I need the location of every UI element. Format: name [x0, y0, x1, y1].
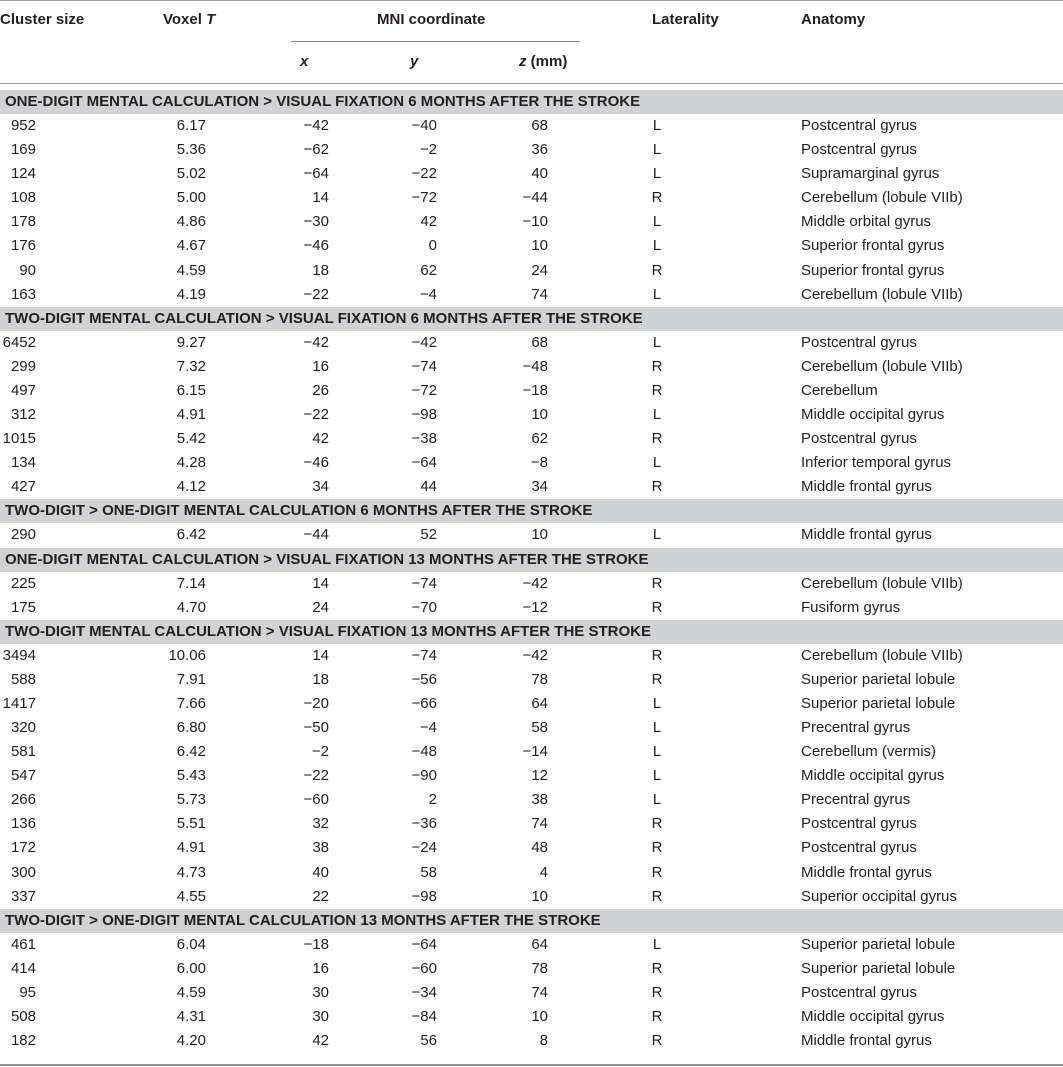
- table-row: [0, 403, 1063, 427]
- cell-voxel-t: 5.36: [176, 141, 206, 159]
- cell-anatomy: Superior occipital gyrus: [801, 887, 957, 905]
- cell-y: −34: [411, 983, 437, 1001]
- header-voxel-t: [163, 11, 215, 29]
- cell-laterality: R: [651, 863, 663, 881]
- cell-cluster-size: 588: [10, 670, 36, 688]
- cell-y: −98: [411, 406, 437, 424]
- cell-y: −56: [411, 670, 437, 688]
- cell-x: 16: [312, 959, 329, 977]
- cell-anatomy: Postcentral gyrus: [801, 333, 917, 351]
- cell-y: −60: [411, 959, 437, 977]
- cell-x: 18: [312, 670, 329, 688]
- cell-voxel-t: 6.00: [176, 959, 206, 977]
- section-header: TWO-DIGIT MENTAL CALCULATION > VISUAL FIXATION 6 MONTHS AFTER THE STROKE: [0, 307, 1063, 331]
- cell-cluster-size: 508: [10, 1008, 36, 1025]
- cell-voxel-t: 7.14: [176, 574, 206, 592]
- cell-anatomy: Cerebellum (lobule VIIb): [801, 357, 963, 375]
- section-header: TWO-DIGIT > ONE-DIGIT MENTAL CALCULATION 6 MONTHS AFTER THE STROKE: [0, 499, 1063, 523]
- cell-z: −10: [522, 213, 548, 231]
- cell-z: 74: [531, 815, 548, 833]
- cell-x: −22: [303, 285, 329, 303]
- header-mni-coordinate: MNI coordinate: [377, 11, 486, 28]
- cell-cluster-size: 299: [10, 357, 36, 375]
- cell-x: 26: [312, 381, 329, 399]
- cell-y: −98: [411, 887, 437, 905]
- cell-voxel-t: 10.06: [168, 646, 206, 664]
- cell-voxel-t: 5.00: [176, 189, 206, 207]
- cell-cluster-size: 461: [10, 935, 36, 953]
- table-row: [0, 210, 1063, 234]
- cell-x: 16: [312, 357, 329, 375]
- cell-z: 78: [531, 670, 548, 688]
- cell-voxel-t: 4.91: [176, 406, 206, 424]
- cell-laterality: R: [651, 478, 663, 496]
- cell-laterality: L: [652, 406, 662, 424]
- cell-laterality: R: [651, 983, 663, 1001]
- table-row: [0, 234, 1063, 258]
- header-z-unit: (mm): [526, 53, 568, 70]
- cell-z: 40: [531, 165, 548, 183]
- cell-x: 22: [312, 887, 329, 905]
- cell-x: −22: [303, 406, 329, 424]
- header-z: [519, 53, 567, 71]
- cell-x: −46: [303, 454, 329, 472]
- cell-z: −42: [522, 646, 548, 664]
- table-row: [0, 596, 1063, 620]
- table-row: [0, 957, 1063, 981]
- cell-laterality: R: [651, 959, 663, 977]
- cell-cluster-size: 952: [10, 117, 36, 134]
- table-row: [0, 283, 1063, 307]
- cell-x: −46: [303, 237, 329, 255]
- cell-x: 42: [312, 430, 329, 448]
- cell-cluster-size: 176: [10, 237, 36, 255]
- cell-x: 32: [312, 815, 329, 833]
- cell-voxel-t: 4.19: [176, 285, 206, 303]
- cell-cluster-size: 95: [19, 983, 36, 1001]
- cell-voxel-t: 4.73: [176, 863, 206, 881]
- cell-laterality: L: [652, 333, 662, 351]
- cell-laterality: L: [652, 117, 662, 134]
- table-row: [0, 861, 1063, 885]
- cell-z: −12: [522, 598, 548, 616]
- cell-y: 58: [420, 863, 437, 881]
- table-row: [0, 836, 1063, 860]
- cell-y: −36: [411, 815, 437, 833]
- cell-cluster-size: 6452: [2, 333, 36, 351]
- cell-cluster-size: 266: [10, 791, 36, 809]
- cell-y: −38: [411, 430, 437, 448]
- header-cluster-size: Cluster size: [0, 11, 85, 28]
- cell-y: −4: [419, 285, 437, 303]
- cell-voxel-t: 4.20: [176, 1032, 206, 1050]
- cell-x: −44: [303, 526, 329, 544]
- cell-voxel-t: 4.86: [176, 213, 206, 231]
- table-top-rule: [0, 0, 1063, 1]
- cell-z: 4: [539, 863, 548, 881]
- table-row: [0, 162, 1063, 186]
- cell-voxel-t: 4.67: [176, 237, 206, 255]
- cell-y: −48: [411, 743, 437, 761]
- cell-z: 74: [531, 983, 548, 1001]
- mni-subheader-rule: [291, 41, 580, 42]
- cell-laterality: R: [651, 670, 663, 688]
- cell-anatomy: Middle frontal gyrus: [801, 478, 932, 496]
- cell-cluster-size: 312: [10, 406, 36, 424]
- cell-z: 10: [531, 237, 548, 255]
- cell-cluster-size: 172: [10, 839, 36, 857]
- cell-cluster-size: 1015: [2, 430, 36, 448]
- cell-laterality: L: [652, 694, 662, 712]
- cell-laterality: L: [652, 165, 662, 183]
- cell-anatomy: Postcentral gyrus: [801, 815, 917, 833]
- cell-x: −42: [303, 333, 329, 351]
- cell-y: 62: [420, 261, 437, 279]
- cell-z: 24: [531, 261, 548, 279]
- cell-voxel-t: 6.42: [176, 526, 206, 544]
- cell-laterality: R: [651, 646, 663, 664]
- cell-z: 58: [531, 718, 548, 736]
- header-laterality: Laterality: [652, 11, 719, 28]
- table-row: [0, 740, 1063, 764]
- cell-anatomy: Postcentral gyrus: [801, 117, 917, 134]
- cell-y: −72: [411, 189, 437, 207]
- cell-x: 24: [312, 598, 329, 616]
- cell-anatomy: Middle orbital gyrus: [801, 213, 932, 231]
- table-row: [0, 259, 1063, 283]
- cell-z: 78: [531, 959, 548, 977]
- cell-z: 68: [531, 117, 548, 134]
- section-header: TWO-DIGIT > ONE-DIGIT MENTAL CALCULATION 13 MONTHS AFTER THE STROKE: [0, 909, 1063, 933]
- cell-x: 40: [312, 863, 329, 881]
- cell-laterality: R: [651, 357, 663, 375]
- header-voxel-t-italic: T: [206, 11, 216, 28]
- cell-voxel-t: 4.12: [176, 478, 206, 496]
- cell-anatomy: Middle occipital gyrus: [801, 406, 945, 424]
- cell-y: 52: [420, 526, 437, 544]
- section-header: ONE-DIGIT MENTAL CALCULATION > VISUAL FIXATION 13 MONTHS AFTER THE STROKE: [0, 548, 1063, 572]
- cell-laterality: R: [651, 189, 663, 207]
- cell-cluster-size: 414: [10, 959, 36, 977]
- cell-y: −74: [411, 357, 437, 375]
- cell-voxel-t: 5.43: [176, 767, 206, 785]
- cell-cluster-size: 108: [10, 189, 36, 207]
- table-bottom-rule: [0, 1064, 1063, 1066]
- cell-anatomy: Middle frontal gyrus: [801, 1032, 932, 1050]
- cell-voxel-t: 6.15: [176, 381, 206, 399]
- cell-voxel-t: 4.59: [176, 261, 206, 279]
- cell-laterality: R: [651, 598, 663, 616]
- cell-laterality: R: [651, 261, 663, 279]
- table-row: [0, 427, 1063, 451]
- table-row: [0, 788, 1063, 812]
- cell-anatomy: Superior frontal gyrus: [801, 261, 945, 279]
- table-row: [0, 981, 1063, 1005]
- cell-laterality: L: [652, 718, 662, 736]
- cell-cluster-size: 169: [10, 141, 36, 159]
- cell-anatomy: Precentral gyrus: [801, 791, 911, 809]
- table-row: [0, 1029, 1063, 1053]
- cell-laterality: R: [651, 887, 663, 905]
- cell-anatomy: Postcentral gyrus: [801, 983, 917, 1001]
- cell-anatomy: Cerebellum (vermis): [801, 743, 937, 761]
- cell-y: −74: [411, 574, 437, 592]
- cell-laterality: L: [652, 743, 662, 761]
- cell-laterality: R: [651, 381, 663, 399]
- cell-z: 10: [531, 526, 548, 544]
- table-row: [0, 186, 1063, 210]
- table-row: [0, 668, 1063, 692]
- cell-x: −62: [303, 141, 329, 159]
- table-body: [0, 90, 1063, 1053]
- cell-anatomy: Cerebellum (lobule VIIb): [801, 189, 963, 207]
- cell-y: 0: [428, 237, 437, 255]
- cell-x: −42: [303, 117, 329, 134]
- cell-cluster-size: 178: [10, 213, 36, 231]
- cell-cluster-size: 497: [10, 381, 36, 399]
- cell-voxel-t: 6.04: [176, 935, 206, 953]
- header-x-italic: x: [300, 53, 309, 70]
- cell-y: −64: [411, 454, 437, 472]
- section-header: TWO-DIGIT MENTAL CALCULATION > VISUAL FIXATION 13 MONTHS AFTER THE STROKE: [0, 620, 1063, 644]
- cell-cluster-size: 3494: [2, 646, 36, 664]
- cell-z: −44: [522, 189, 548, 207]
- cell-cluster-size: 290: [10, 526, 36, 544]
- cell-voxel-t: 7.32: [176, 357, 206, 375]
- header-z-italic: z: [519, 53, 527, 70]
- cell-voxel-t: 6.80: [176, 718, 206, 736]
- cell-z: −14: [522, 743, 548, 761]
- cell-z: 74: [531, 285, 548, 303]
- cell-laterality: L: [652, 526, 662, 544]
- cell-anatomy: Middle frontal gyrus: [801, 526, 932, 544]
- cell-anatomy: Cerebellum (lobule VIIb): [801, 285, 963, 303]
- cell-x: −50: [303, 718, 329, 736]
- cell-cluster-size: 547: [10, 767, 36, 785]
- cell-z: 48: [531, 839, 548, 857]
- cell-voxel-t: 4.59: [176, 983, 206, 1001]
- cell-z: 10: [531, 1008, 548, 1025]
- cell-y: 44: [420, 478, 437, 496]
- cell-laterality: R: [651, 1008, 663, 1025]
- cell-cluster-size: 134: [10, 454, 36, 472]
- cell-voxel-t: 6.17: [176, 117, 206, 134]
- cell-anatomy: Postcentral gyrus: [801, 430, 917, 448]
- cell-anatomy: Middle occipital gyrus: [801, 767, 945, 785]
- cell-cluster-size: 182: [10, 1032, 36, 1050]
- cell-cluster-size: 225: [10, 574, 36, 592]
- cell-x: 18: [312, 261, 329, 279]
- cell-laterality: L: [652, 237, 662, 255]
- cell-x: 34: [312, 478, 329, 496]
- cell-x: −60: [303, 791, 329, 809]
- table-row: [0, 475, 1063, 499]
- cell-y: −40: [411, 117, 437, 134]
- table-row: [0, 355, 1063, 379]
- table-row: [0, 692, 1063, 716]
- cell-x: 14: [312, 189, 329, 207]
- cell-x: 14: [312, 574, 329, 592]
- cell-laterality: R: [651, 1032, 663, 1050]
- cell-laterality: L: [652, 791, 662, 809]
- table-row: [0, 114, 1063, 138]
- cell-cluster-size: 300: [10, 863, 36, 881]
- cell-voxel-t: 9.27: [176, 333, 206, 351]
- cell-z: 10: [531, 887, 548, 905]
- cell-anatomy: Superior parietal lobule: [801, 694, 956, 712]
- cell-z: −42: [522, 574, 548, 592]
- cell-x: 14: [312, 646, 329, 664]
- cell-x: 42: [312, 1032, 329, 1050]
- cell-voxel-t: 5.51: [176, 815, 206, 833]
- table-row: [0, 331, 1063, 355]
- cell-z: −48: [522, 357, 548, 375]
- header-voxel-t-prefix: Voxel: [163, 11, 207, 28]
- cell-y: −24: [411, 839, 437, 857]
- cell-z: −18: [522, 381, 548, 399]
- cell-anatomy: Middle occipital gyrus: [801, 1008, 945, 1025]
- cell-x: −64: [303, 165, 329, 183]
- section-header: ONE-DIGIT MENTAL CALCULATION > VISUAL FIXATION 6 MONTHS AFTER THE STROKE: [0, 90, 1063, 114]
- table-row: [0, 933, 1063, 957]
- cell-voxel-t: 5.73: [176, 791, 206, 809]
- cell-y: −42: [411, 333, 437, 351]
- cell-anatomy: Cerebellum: [801, 381, 878, 399]
- cell-anatomy: Postcentral gyrus: [801, 141, 917, 159]
- cell-y: 2: [428, 791, 437, 809]
- cell-voxel-t: 7.91: [176, 670, 206, 688]
- cell-cluster-size: 337: [10, 887, 36, 905]
- table-row: [0, 138, 1063, 162]
- cell-anatomy: Superior frontal gyrus: [801, 237, 945, 255]
- header-bottom-rule: [0, 83, 1063, 84]
- table-row: [0, 716, 1063, 740]
- cell-anatomy: Fusiform gyrus: [801, 598, 901, 616]
- header-y-italic: y: [410, 53, 419, 70]
- cell-anatomy: Cerebellum (lobule VIIb): [801, 574, 963, 592]
- cell-voxel-t: 4.55: [176, 887, 206, 905]
- cell-y: 56: [420, 1032, 437, 1050]
- cell-y: −90: [411, 767, 437, 785]
- cell-z: 64: [531, 935, 548, 953]
- cell-cluster-size: 124: [10, 165, 36, 183]
- cell-cluster-size: 1417: [2, 694, 36, 712]
- cell-z: 38: [531, 791, 548, 809]
- cell-anatomy: Supramarginal gyrus: [801, 165, 940, 183]
- header-anatomy: Anatomy: [801, 11, 866, 28]
- cell-laterality: L: [652, 285, 662, 303]
- cell-x: −30: [303, 213, 329, 231]
- cell-z: 10: [531, 406, 548, 424]
- table-row: [0, 451, 1063, 475]
- cell-x: 30: [312, 983, 329, 1001]
- cell-y: −72: [411, 381, 437, 399]
- cell-y: −64: [411, 935, 437, 953]
- cell-x: −18: [303, 935, 329, 953]
- cell-y: −2: [419, 141, 437, 159]
- table-row: [0, 379, 1063, 403]
- cell-cluster-size: 163: [10, 285, 36, 303]
- cell-anatomy: Precentral gyrus: [801, 718, 911, 736]
- cell-cluster-size: 175: [10, 598, 36, 616]
- cell-z: 12: [531, 767, 548, 785]
- table-row: [0, 1005, 1063, 1029]
- cell-voxel-t: 6.42: [176, 743, 206, 761]
- table-row: [0, 523, 1063, 547]
- cell-y: −74: [411, 646, 437, 664]
- header-x: [300, 53, 308, 71]
- cell-anatomy: Inferior temporal gyrus: [801, 454, 952, 472]
- cell-y: −22: [411, 165, 437, 183]
- cell-x: −20: [303, 694, 329, 712]
- cell-laterality: R: [651, 839, 663, 857]
- cell-voxel-t: 5.02: [176, 165, 206, 183]
- cell-anatomy: Middle frontal gyrus: [801, 863, 932, 881]
- cell-x: 38: [312, 839, 329, 857]
- cell-laterality: L: [652, 767, 662, 785]
- cell-z: −8: [530, 454, 548, 472]
- cell-cluster-size: 320: [10, 718, 36, 736]
- cell-laterality: L: [652, 454, 662, 472]
- cell-voxel-t: 4.31: [176, 1008, 206, 1025]
- table-row: [0, 812, 1063, 836]
- cell-z: 62: [531, 430, 548, 448]
- cell-voxel-t: 4.70: [176, 598, 206, 616]
- cell-y: 42: [420, 213, 437, 231]
- cell-anatomy: Postcentral gyrus: [801, 839, 917, 857]
- cell-anatomy: Cerebellum (lobule VIIb): [801, 646, 963, 664]
- cell-z: 64: [531, 694, 548, 712]
- cell-z: 36: [531, 141, 548, 159]
- cell-z: 68: [531, 333, 548, 351]
- cell-laterality: L: [652, 141, 662, 159]
- cell-cluster-size: 90: [19, 261, 36, 279]
- cell-cluster-size: 427: [10, 478, 36, 496]
- cell-voxel-t: 4.91: [176, 839, 206, 857]
- table-row: [0, 764, 1063, 788]
- cell-y: −66: [411, 694, 437, 712]
- cell-voxel-t: 7.66: [176, 694, 206, 712]
- cell-cluster-size: 581: [10, 743, 36, 761]
- cell-y: −4: [419, 718, 437, 736]
- cell-x: 30: [312, 1008, 329, 1025]
- cell-voxel-t: 5.42: [176, 430, 206, 448]
- cell-laterality: L: [652, 213, 662, 231]
- cell-cluster-size: 136: [10, 815, 36, 833]
- cell-voxel-t: 4.28: [176, 454, 206, 472]
- cell-y: −70: [411, 598, 437, 616]
- cell-z: 8: [539, 1032, 548, 1050]
- table-row: [0, 572, 1063, 596]
- cell-anatomy: Superior parietal lobule: [801, 959, 956, 977]
- cell-anatomy: Superior parietal lobule: [801, 670, 956, 688]
- cell-laterality: R: [651, 574, 663, 592]
- header-y: [410, 53, 418, 71]
- cell-x: −2: [311, 743, 329, 761]
- table-row: [0, 644, 1063, 668]
- table-row: [0, 885, 1063, 909]
- cell-x: −22: [303, 767, 329, 785]
- cell-anatomy: Superior parietal lobule: [801, 935, 956, 953]
- cell-y: −84: [411, 1008, 437, 1025]
- cell-z: 34: [531, 478, 548, 496]
- cell-laterality: L: [652, 935, 662, 953]
- cell-laterality: R: [651, 430, 663, 448]
- cell-laterality: R: [651, 815, 663, 833]
